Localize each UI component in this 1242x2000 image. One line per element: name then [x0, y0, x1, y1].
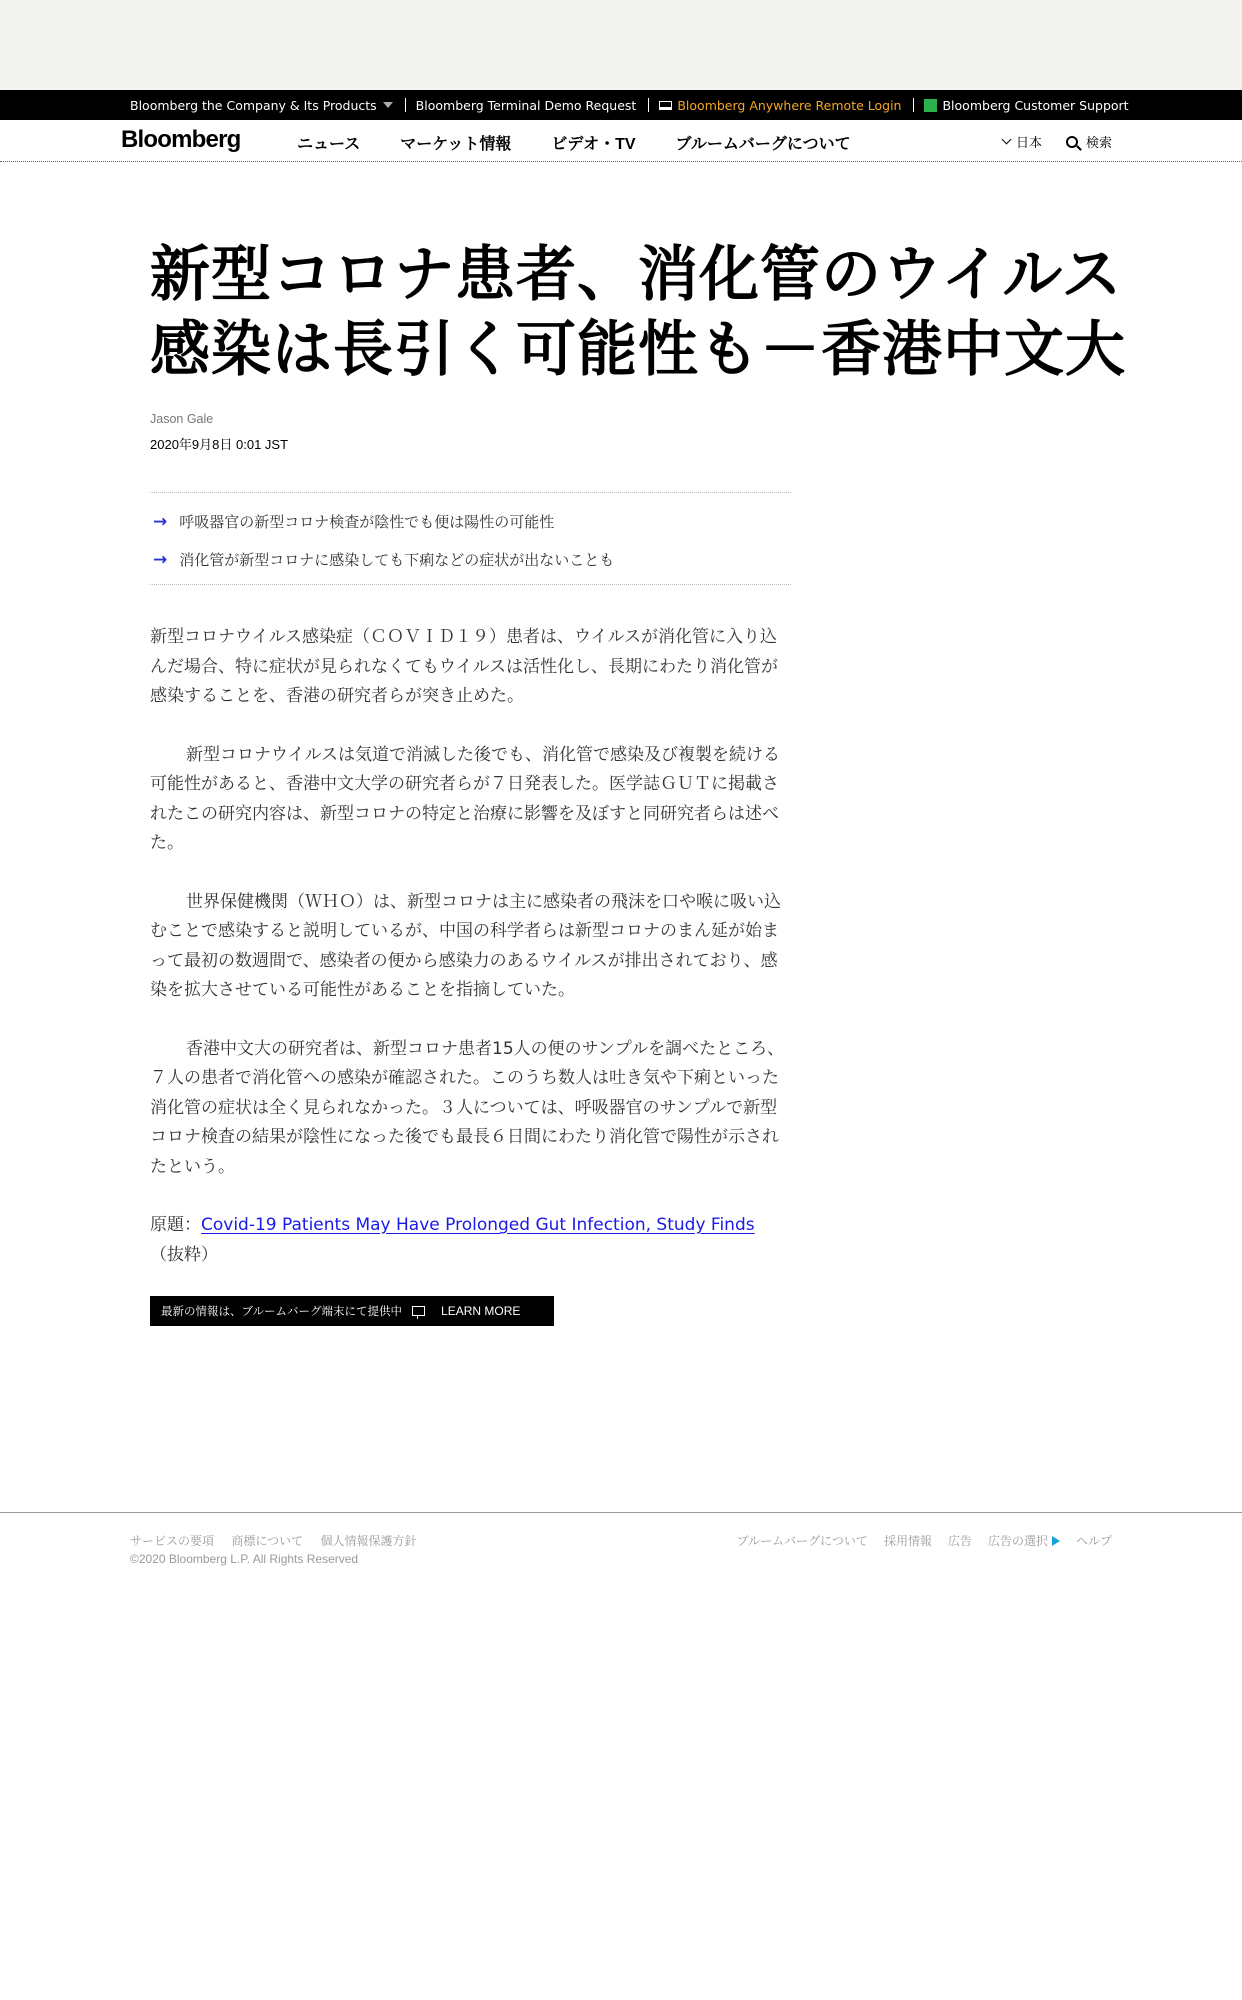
- footer-link-terms[interactable]: サービスの要項: [130, 1534, 215, 1548]
- footer-link-ad-choices[interactable]: 広告の選択: [987, 1534, 1048, 1548]
- support-icon: [924, 99, 937, 112]
- summary-point: [150, 549, 791, 570]
- footer-link-privacy[interactable]: 個人情報保護方針: [320, 1534, 417, 1548]
- nav-about[interactable]: ブルームバーグについて: [675, 136, 851, 153]
- footer-link-trademarks[interactable]: 商標について: [231, 1534, 304, 1548]
- publish-date: 2020年9月8日 0:01 JST: [150, 437, 289, 452]
- body-paragraph: 世界保健機関（ＷＨＯ）は、新型コロナは主に感染者の飛沫を口や喉に吸い込むことで感染すると説明しているが、中国の科学者らは新型コロナのまん延が始まって最初の数週間で、感染者の便から感染力のあるウイルスが排出されており、感染を拡大させている可能性があることを指摘していた。: [150, 891, 781, 1000]
- main-navbar: [0, 120, 1242, 162]
- footer-link-help[interactable]: ヘルプ: [1075, 1534, 1112, 1548]
- nav-links: [297, 131, 891, 154]
- source-link[interactable]: Covid-19 Patients May Have Prolonged Gut Infection, Study Finds: [201, 1215, 755, 1235]
- footer-left-links: [130, 1532, 430, 1549]
- caret-down-icon: [383, 102, 393, 108]
- search-icon[interactable]: [1066, 136, 1078, 148]
- customer-support-link[interactable]: [924, 98, 1128, 113]
- chevron-down-icon: [1002, 135, 1012, 145]
- customer-support-label: Bloomberg Customer Support: [942, 97, 1129, 113]
- footer-link-advertising[interactable]: 広告: [947, 1534, 972, 1548]
- author-byline[interactable]: Jason Gale: [150, 412, 214, 426]
- divider: [648, 98, 649, 112]
- terminal-demo-link[interactable]: Bloomberg Terminal Demo Request: [415, 97, 637, 113]
- body-paragraph: 香港中文大の研究者は、新型コロナ患者15人の便のサンプルを調べたところ、７人の患者で消化管への感染が確認された。このうち数人は吐き気や下痢といった消化管の症状は全く見られなかった。３人については、呼吸器官のサンプルで新型コロナ検査の結果が陰性になった後でも最長６日間にわたり消化管で陽性が示されたという。: [150, 1038, 785, 1177]
- footer-link-about[interactable]: ブルームバーグについて: [736, 1534, 868, 1548]
- bloomberg-logo[interactable]: Bloomberg: [121, 126, 241, 153]
- adchoices-icon[interactable]: [1052, 1536, 1060, 1546]
- article-summary: [150, 492, 791, 585]
- monitor-icon: [659, 101, 672, 110]
- footer-right-links: [721, 1532, 1112, 1549]
- source-prefix: 原題：: [150, 1215, 201, 1235]
- nav-video-tv[interactable]: ビデオ・TV: [551, 136, 636, 153]
- arrow-right-icon: →: [153, 549, 168, 570]
- region-selector[interactable]: 日本: [1015, 135, 1042, 150]
- terminal-promo[interactable]: [150, 1296, 554, 1326]
- nav-markets[interactable]: マーケット情報: [400, 136, 512, 153]
- footer: [0, 1512, 1242, 1566]
- source-line: [150, 1211, 785, 1270]
- ad-banner-area: [0, 0, 1242, 90]
- promo-text: 最新の情報は、ブルームバーグ端末にて提供中: [161, 1304, 403, 1318]
- summary-point: [150, 511, 791, 532]
- summary-text: 呼吸器官の新型コロナ検査が陰性でも便は陽性の可能性: [179, 513, 555, 531]
- learn-more-button[interactable]: LEARN MORE: [441, 1304, 521, 1318]
- headline-line-1: 新型コロナ患者、消化管のウイルス: [150, 240, 1123, 310]
- company-products-label: Bloomberg the Company & Its Products: [130, 97, 377, 113]
- anywhere-login-link[interactable]: [659, 98, 901, 113]
- search-button[interactable]: 検索: [1085, 135, 1112, 150]
- company-topbar: [0, 90, 1242, 120]
- footer-left: [130, 1532, 430, 1566]
- terminal-icon: [412, 1306, 425, 1316]
- anywhere-login-label: Bloomberg Anywhere Remote Login: [677, 97, 902, 113]
- body-paragraph: 新型コロナウイルス感染症（ＣＯＶＩＤ１９）患者は、ウイルスが消化管に入り込んだ場合、特に症状が見られなくてもウイルスは活性化し、長期にわたり消化管が感染することを、香港の研究者らが突き止めた。: [150, 627, 778, 706]
- nav-right: [1003, 132, 1112, 151]
- company-products-menu[interactable]: [130, 98, 393, 113]
- copyright: ©2020 Bloomberg L.P. All Rights Reserved: [130, 1552, 359, 1566]
- headline-line-2: 感染は長引く可能性も－香港中文大: [150, 315, 1126, 385]
- source-suffix: （抜粋）: [150, 1244, 218, 1265]
- body-paragraph: 新型コロナウイルスは気道で消滅した後でも、消化管で感染及び複製を続ける可能性があると、香港中文大学の研究者らが７日発表した。医学誌ＧＵＴに掲載されたこの研究内容は、新型コロナの特定と治療に影響を及ぼすと同研究者らは述べた。: [150, 744, 780, 853]
- article-body: [150, 623, 785, 1299]
- divider: [405, 98, 406, 112]
- nav-news[interactable]: ニュース: [297, 136, 361, 153]
- footer-link-careers[interactable]: 採用情報: [883, 1534, 932, 1548]
- article-headline: [150, 238, 1150, 388]
- divider: [913, 98, 914, 112]
- arrow-right-icon: →: [153, 511, 168, 532]
- summary-text: 消化管が新型コロナに感染しても下痢などの症状が出ないことも: [179, 551, 615, 569]
